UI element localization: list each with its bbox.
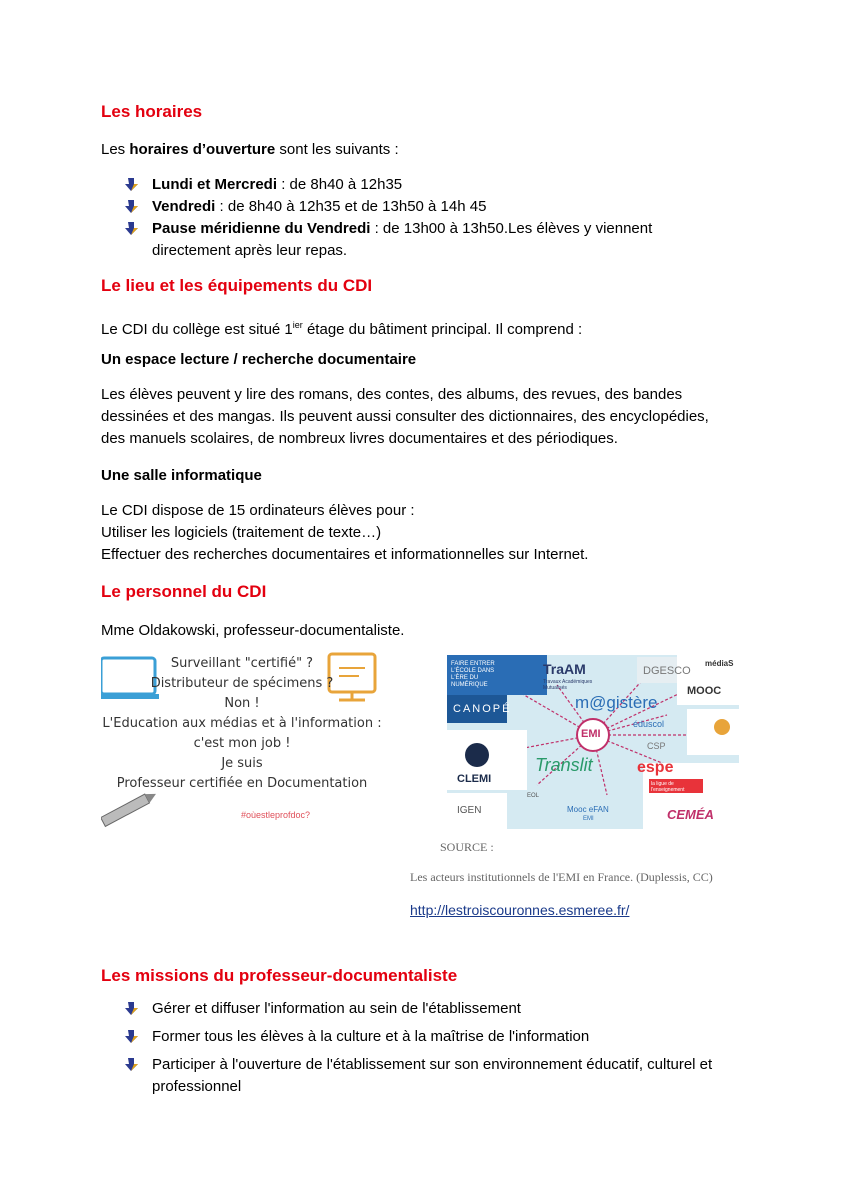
emi-label: espe: [637, 759, 674, 776]
lieu-para2-line3: Effectuer des recherches documentaires et informationnelles sur Internet.: [101, 546, 589, 563]
emi-label: DGESCO: [643, 665, 691, 677]
subheading-espace-lecture: Un espace lecture / recherche documentaire: [101, 351, 417, 368]
emi-label: EOL: [527, 793, 540, 799]
list-item: Pause méridienne du Vendredi : de 13h00 à 13h50.Les élèves y viennent directement après leur repas.: [125, 218, 692, 262]
source-label: SOURCE :: [440, 840, 494, 854]
prof-doc-line: Surveillant "certifié" ?: [170, 656, 314, 671]
arrow-bullet-icon: [125, 178, 139, 192]
heading-missions: Les missions du professeur-documentaliste: [101, 966, 458, 985]
emi-actors-image: [447, 655, 739, 829]
emi-label: CANOPÉ: [453, 703, 512, 715]
prof-doc-line: Professeur certifiée en Documentation: [116, 776, 368, 791]
emi-label: médiaS: [705, 659, 734, 668]
emi-label: TraAM: [543, 661, 586, 677]
emi-label: éduscol: [633, 719, 665, 729]
prof-doc-line: L'Education aux médias et à l'information :: [102, 716, 382, 731]
missions-list: [125, 998, 745, 1098]
list-item: Participer à l'ouverture de l'établissement sur son environnement éducatif, culturel et professionnel: [125, 1054, 752, 1098]
prof-doc-hashtag: #oùestleprofdoc?: [241, 810, 311, 820]
lieu-para1-line3: des manuels scolaires, de nombreux livres documentaires et des périodiques.: [101, 430, 618, 447]
emi-label: CEMÉA: [667, 807, 714, 822]
emi-label: CSP: [647, 741, 666, 751]
list-item: Former tous les élèves à la culture et à la maîtrise de l'information: [125, 1026, 745, 1048]
prof-doc-line: Je suis: [221, 756, 263, 771]
emi-label: Mooc eFAN: [567, 805, 609, 814]
arrow-bullet-icon: [125, 1002, 139, 1016]
list-item: Vendredi : de 8h40 à 12h35 et de 13h50 à 14h 45: [125, 196, 745, 218]
horaires-list: [125, 174, 745, 262]
lieu-para2-line1: Le CDI dispose de 15 ordinateurs élèves pour :: [101, 502, 415, 519]
prof-doc-line: c'est mon job !: [193, 736, 291, 751]
heading-lieu: Le lieu et les équipements du CDI: [101, 276, 373, 295]
source-link[interactable]: http://lestroiscouronnes.esmeree.fr/: [410, 902, 630, 918]
heading-horaires: Les horaires: [101, 102, 203, 121]
emi-label: Travaux Académiques Mutualisés: [543, 679, 593, 691]
emi-label: MOOC: [687, 685, 722, 697]
personnel-text: Mme Oldakowski, professeur-documentaliste.: [101, 622, 405, 639]
lieu-para1-line1: Les élèves peuvent y lire des romans, des contes, des albums, des revues, des bandes: [101, 386, 683, 403]
list-item: Lundi et Mercredi : de 8h40 à 12h35: [125, 174, 745, 196]
emi-label: Translit: [535, 755, 593, 775]
lieu-intro: Le CDI du collège est situé $1^{ier}$ étage du bâtiment principal. Il comprend :: [101, 320, 583, 338]
prof-doc-line: Distributeur de spécimens ?: [150, 676, 334, 691]
emi-label: FAIRE ENTRER L'ÉCOLE DANS L'ÈRE DU NUMÉRIQUE: [451, 661, 495, 688]
lieu-para2-line2: Utiliser les logiciels (traitement de texte…): [101, 524, 382, 541]
arrow-bullet-icon: [125, 200, 139, 214]
arrow-bullet-icon: [125, 1058, 139, 1072]
emi-label: IGEN: [457, 805, 482, 816]
horaires-intro: Les horaires d’ouverture sont les suivants :: [101, 141, 399, 158]
list-item: Gérer et diffuser l'information au sein de l'établissement: [125, 998, 745, 1020]
emi-label: CLEMI: [457, 773, 492, 785]
emi-center-label: EMI: [581, 728, 601, 740]
source-caption: Les acteurs institutionnels de l'EMI en France. (Duplessis, CC): [410, 870, 713, 884]
lieu-para1-line2: dessinées et des mangas. Ils peuvent aussi consulter des dictionnaires, des encyclopédies,: [101, 408, 709, 425]
subheading-salle-informatique: Une salle informatique: [101, 467, 262, 484]
prof-doc-line: Non !: [224, 696, 260, 711]
emi-label: EMI: [583, 816, 594, 822]
emi-label: la ligue de l'enseignement: [651, 781, 685, 793]
arrow-bullet-icon: [125, 1030, 139, 1044]
prof-doc-image: [101, 650, 383, 830]
heading-personnel: Le personnel du CDI: [101, 582, 267, 601]
emi-label: m@gistère: [575, 693, 658, 712]
arrow-bullet-icon: [125, 222, 139, 236]
